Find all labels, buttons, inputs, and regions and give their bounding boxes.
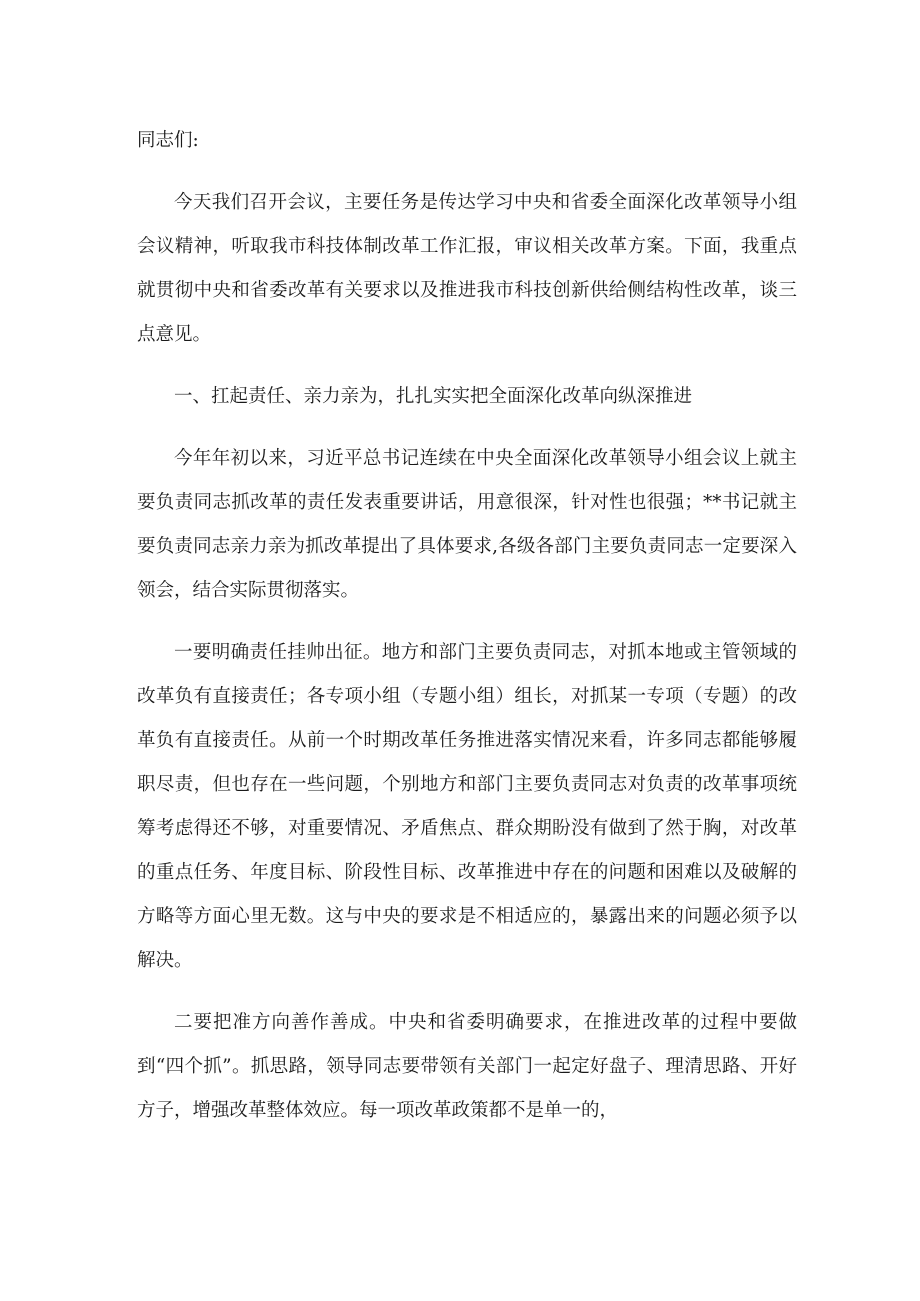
body-paragraph: 今年年初以来，习近平总书记连续在中央全面深化改革领导小组会议上就主要负责同志抓改革的责任发表重要讲话，用意很深，针对性也很强；**书记就主要负责同志亲力亲为抓改革提出了具体要求,各级各部门主要负责同志一定要深入领会，结合实际贯彻落实。 <box>137 448 797 601</box>
body-paragraph: 一要明确责任挂帅出征。地方和部门主要负责同志，对抓本地或主管领域的改革负有直接责任；各专项小组（专题小组）组长，对抓某一专项（专题）的改革负有直接责任。从前一个时期改革任务推进落实情况来看，许多同志都能够履职尽责，但也存在一些问题，个别地方和部门主要负责同志对负责的改革事项统筹考虑得还不够，对重要情况、矛盾焦点、群众期盼没有做到了然于胸，对改革的重点任务、年度目标、阶段性目标、改革推进中存在的问题和困难以及破解的方略等方面心里无数。这与中央的要求是不相适应的，暴露出来的问题必须予以解决。 <box>137 642 797 971</box>
section-heading-1: 一、扛起责任、亲力亲为，扎扎实实把全面深化改革向纵深推进 <box>174 386 693 407</box>
document-body <box>137 119 797 1151</box>
greeting: 同志们: <box>137 130 199 151</box>
intro-paragraph: 今天我们召开会议，主要任务是传达学习中央和省委全面深化改革领导小组会议精神，听取我市科技体制改革工作汇报，审议相关改革方案。下面，我重点就贯彻中央和省委改革有关要求以及推进我市科技创新供给侧结构性改革，谈三点意见。 <box>137 192 797 345</box>
body-paragraph: 二要把准方向善作善成。中央和省委明确要求，在推进改革的过程中要做到“四个抓”。抓思路，领导同志要带领有关部门一起定好盘子、理清思路、开好方子，增强改革整体效应。每一项改革政策都不是单一的， <box>137 1012 797 1121</box>
